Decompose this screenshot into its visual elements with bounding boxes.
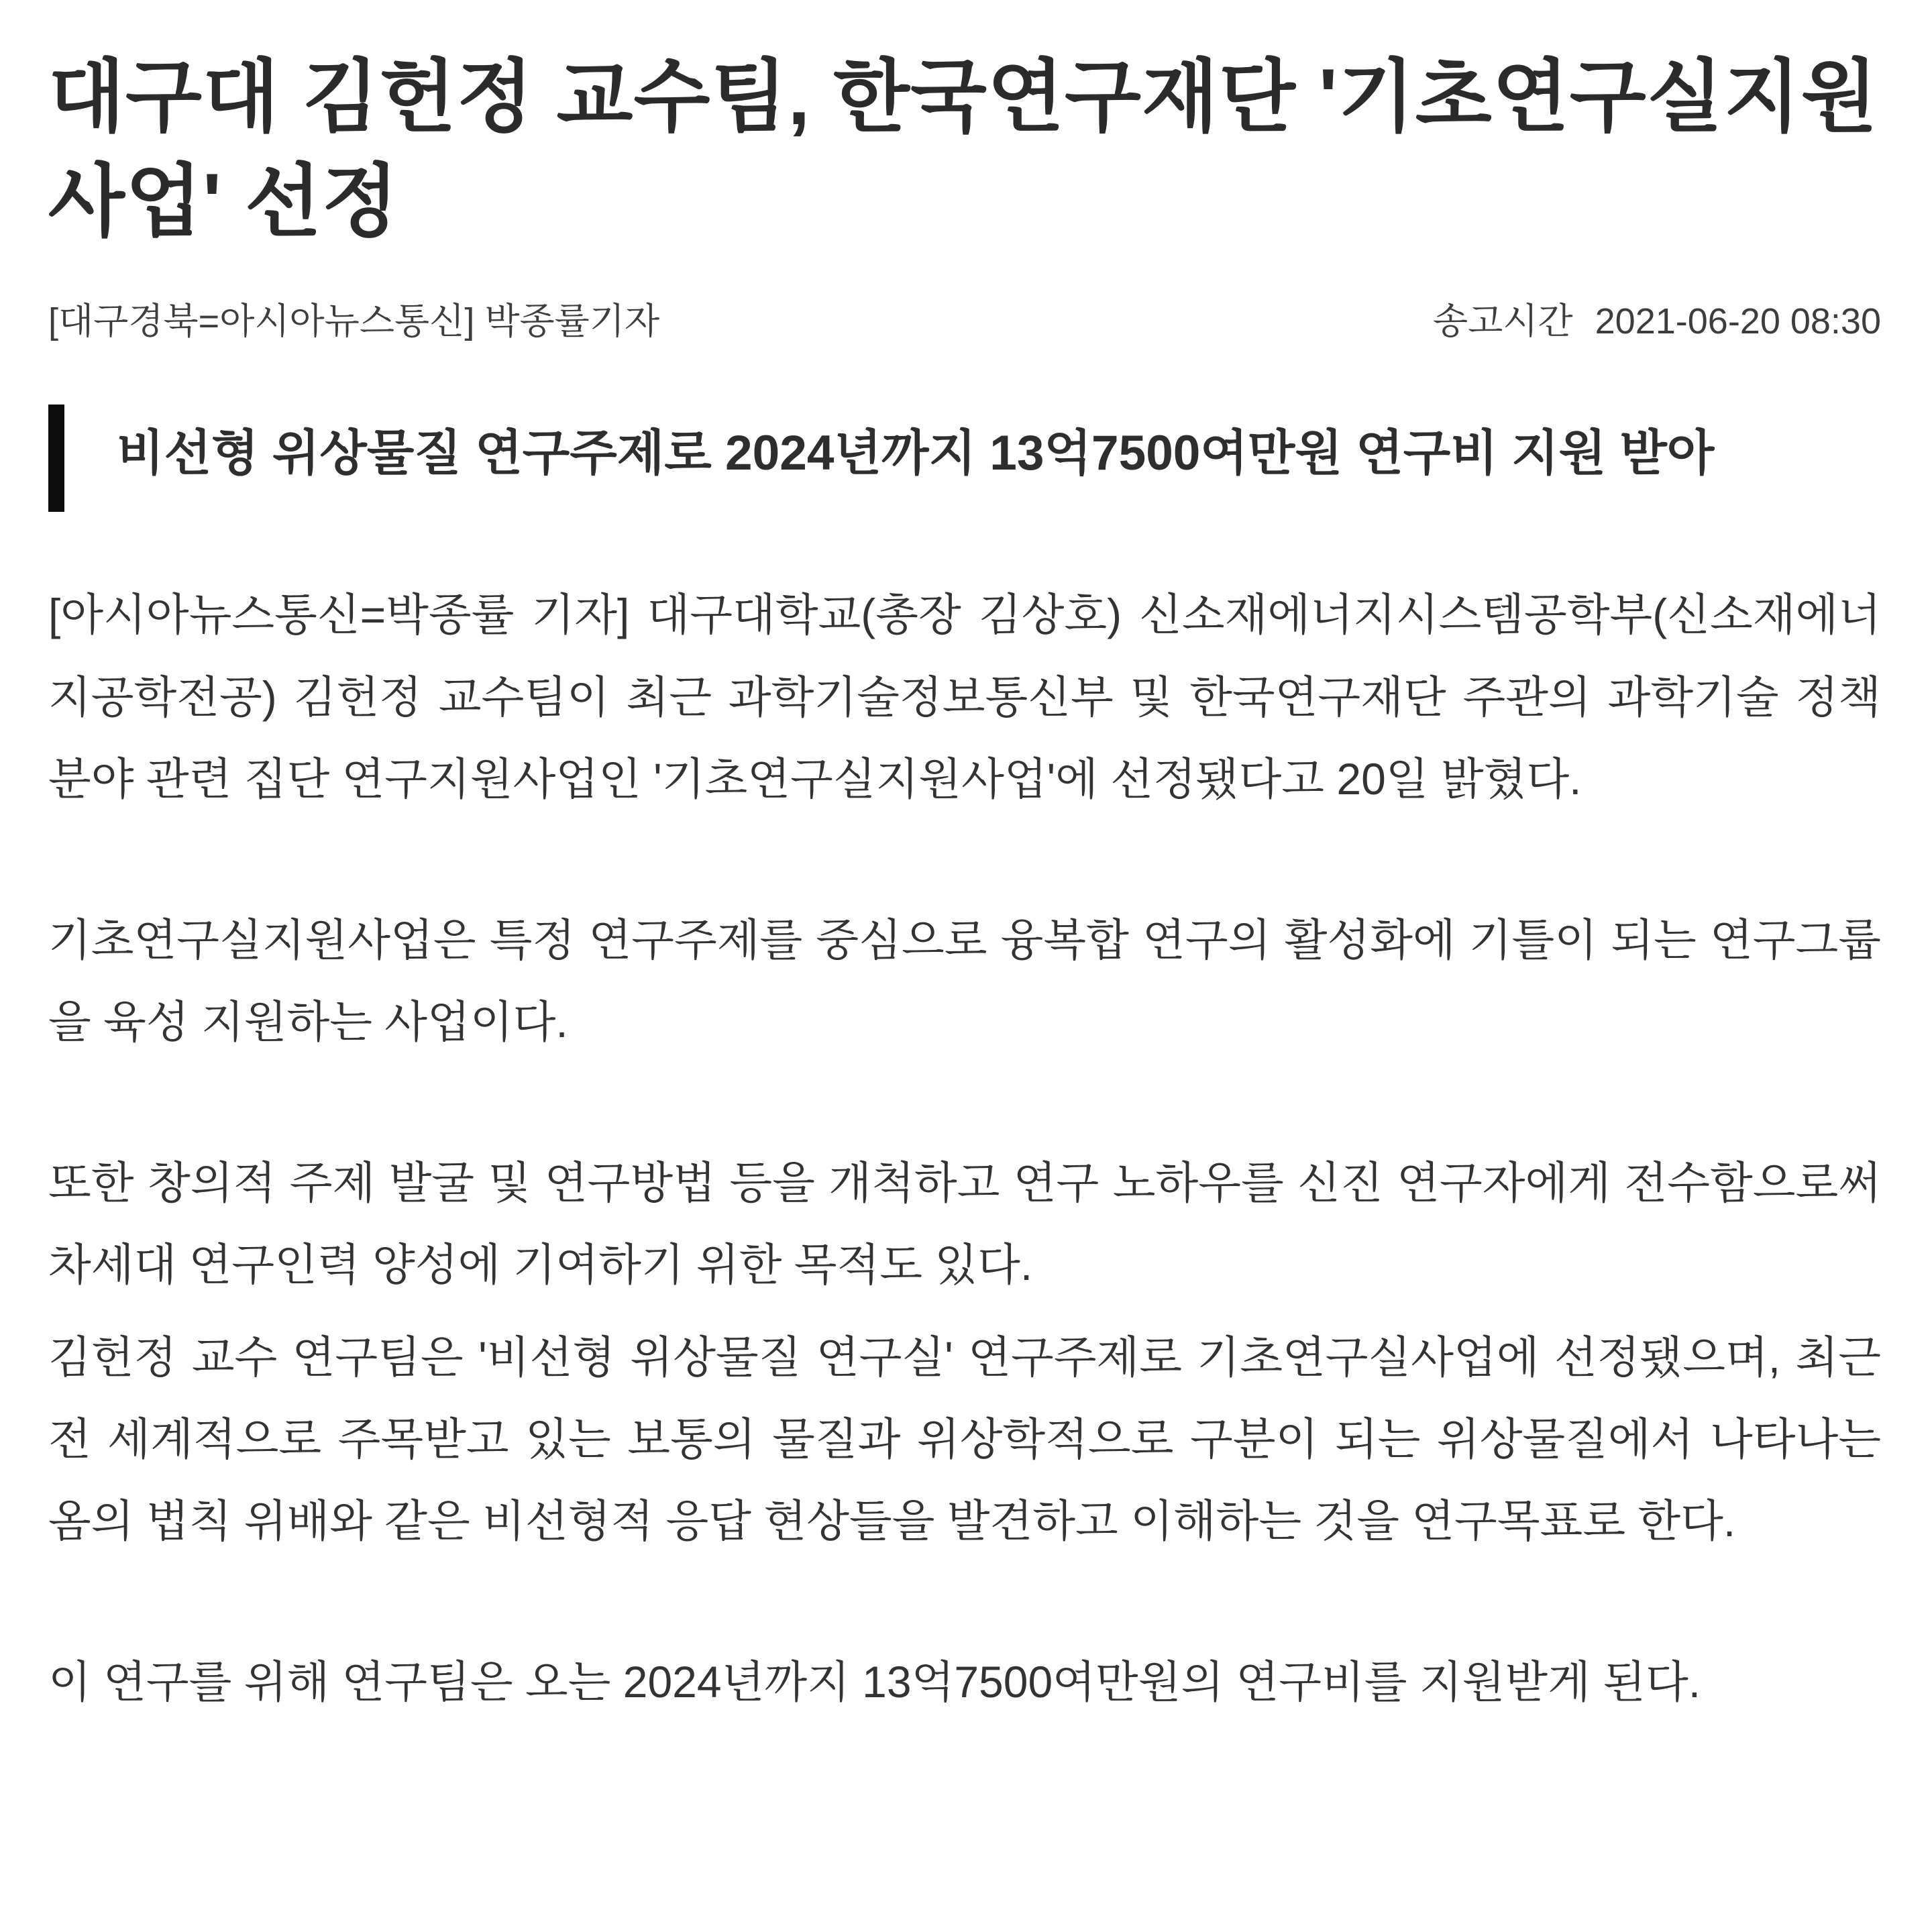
paragraph-2: 기초연구실지원사업은 특정 연구주제를 중심으로 융복합 연구의 활성화에 기틀이 되는 연구그룹을 육성 지원하는 사업이다. <box>48 914 1881 1046</box>
article-subtitle-quote: 비선형 위상물질 연구주제로 2024년까지 13억7500여만원 연구비 지원 받아 <box>48 405 1881 513</box>
paragraph-5: 이 연구를 위해 연구팀은 오는 2024년까지 13억7500여만원의 연구비를 지원받게 된다. <box>48 1657 1701 1707</box>
paragraph-1: [아시아뉴스통신=박종률 기자] 대구대학교(총장 김상호) 신소재에너지시스템공학부(신소재에너지공학전공) 김헌정 교수팀이 최근 과학기술정보통신부 및 한국연구재단 주관의 과학기술 정책분야 관련 집단 연구지원사업인 '기초연구실지원사업'에 선정됐다고 20일 밝혔다. <box>48 590 1881 804</box>
publish-time-value: 2021-06-20 08:30 <box>1595 301 1881 341</box>
paragraph-3: 또한 창의적 주제 발굴 및 연구방법 등을 개척하고 연구 노하우를 신진 연구자에게 전수함으로써 차세대 연구인력 양성에 기여하기 위한 목적도 있다. <box>48 1157 1881 1290</box>
byline-timestamp <box>1433 292 1881 344</box>
article-body <box>48 574 1881 1723</box>
byline-row <box>48 292 1881 344</box>
publish-time-label: 송고시간 <box>1432 301 1573 341</box>
paragraph-4: 김헌정 교수 연구팀은 '비선형 위상물질 연구실' 연구주제로 기초연구실사업에 선정됐으며, 최근 전 세계적으로 주목받고 있는 보통의 물질과 위상학적으로 구분이 되는 위상물질에서 나타나는 옴의 법칙 위배와 같은 비선형적 응답 현상들을 발견하고 이해하는 것을 연구목표로 한다. <box>48 1332 1881 1546</box>
byline-reporter: [대구경북=아시아뉴스통신] 박종률기자 <box>48 301 660 341</box>
article-title: 대구대 김헌정 교수팀, 한국연구재단 '기초연구실지원사업' 선정 <box>48 53 1878 246</box>
news-article <box>48 46 1881 1723</box>
